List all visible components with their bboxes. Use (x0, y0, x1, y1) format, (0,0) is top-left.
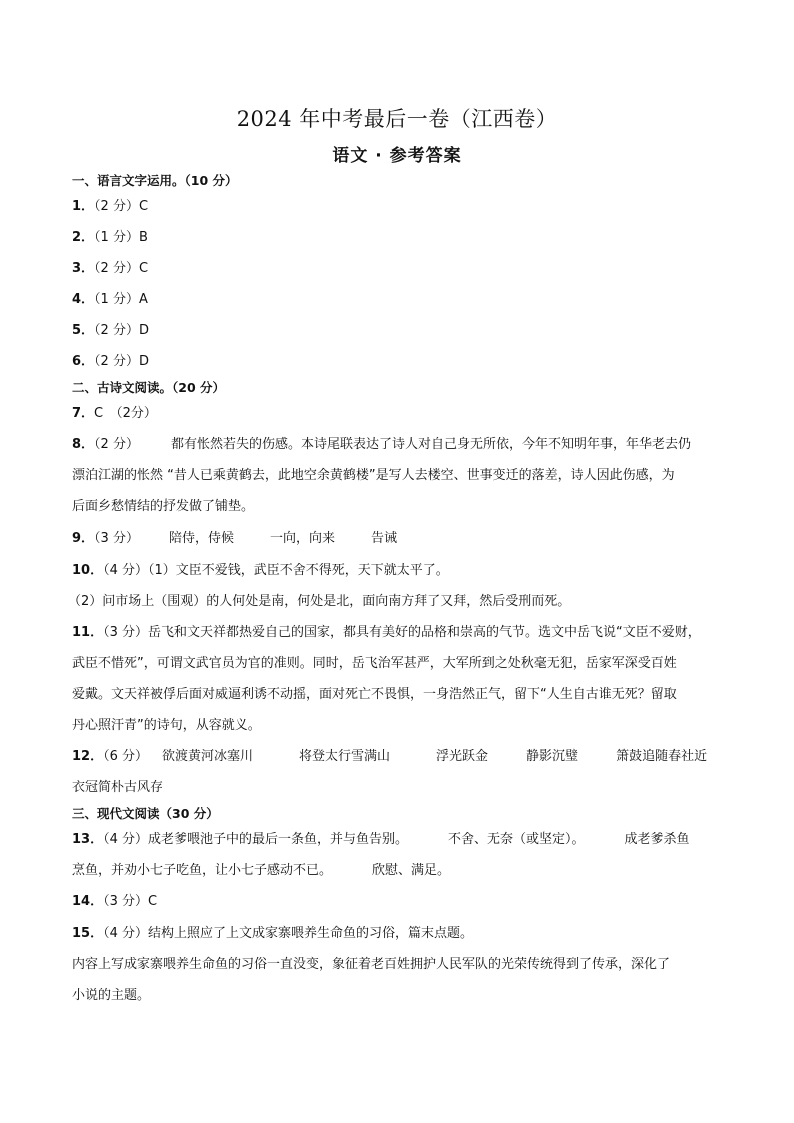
answer-10-line-2: （2）问市场上（围观）的人何处是南，何处是北，面向南方拜了又拜，然后受刑而死。 (68, 594, 571, 609)
answer-15-line-1 (72, 925, 473, 943)
answer-text: 将登太行雪满山 (299, 749, 391, 764)
answer-8-line-1 (72, 436, 691, 454)
answer-1 (72, 198, 148, 216)
answer-text: 浮光跃金 (436, 749, 489, 764)
answer-text: C （2分） (94, 406, 157, 421)
answer-8-line-3: 后面乡愁情结的抒发做了铺垫。 (72, 499, 255, 514)
answer-text: （2 分）C (94, 199, 149, 214)
answer-text: 陪侍，侍候 (168, 531, 234, 546)
question-number: 10． (72, 563, 104, 578)
section-heading-3: 三、现代文阅读（30 分） (72, 806, 219, 821)
score: （2 分） (94, 437, 139, 452)
question-number: 9． (72, 531, 95, 546)
answer-12-line-1 (72, 748, 707, 766)
answer-text: （4 分）成老爹喂池子中的最后一条鱼，并与鱼告别。 (103, 832, 408, 847)
question-number: 7． (72, 406, 95, 421)
answer-9 (72, 530, 397, 548)
answer-11-line-2: 武臣不惜死”，可谓文武官员为官的准则。同时，岳飞治军甚严，大军所到之处秋毫无犯，岳家军深受百姓 (72, 656, 677, 671)
answer-text: 不舍、无奈（或坚定）。 (448, 832, 585, 847)
answer-13-line-1 (72, 831, 690, 849)
question-number: 5． (72, 323, 95, 338)
answer-14 (72, 893, 157, 911)
answer-8-line-2: 漂泊江湖的怅然 “昔人已乘黄鹤去，此地空余黄鹤楼”是写人去楼空、世事变迁的落差，诗人因此伤感，为 (72, 468, 675, 483)
answer-15-line-3: 小说的主题。 (72, 988, 151, 1003)
question-number: 3． (72, 261, 95, 276)
answer-text: （4 分）（1）文臣不爱钱，武臣不舍不得死，天下就太平了。 (103, 563, 449, 578)
question-number: 11． (72, 625, 104, 640)
answer-7 (72, 405, 157, 423)
question-number: 15． (72, 926, 104, 941)
score: （6 分） (103, 749, 148, 764)
answer-10-line-1 (72, 562, 449, 580)
answer-2 (72, 229, 148, 247)
answer-text: （3 分）C (103, 894, 158, 909)
question-number: 14． (72, 894, 104, 909)
score: （3 分） (94, 531, 139, 546)
answer-text: 成老爹杀鱼 (624, 832, 690, 847)
answer-text: 欲渡黄河冰塞川 (162, 749, 254, 764)
page-title: 2024 年中考最后一卷（江西卷） (236, 107, 558, 131)
answer-text: （1 分）A (94, 292, 148, 307)
answer-text: （3 分）岳飞和文天祥都热爱自己的国家，都具有美好的品格和崇高的气节。选文中岳飞说“文臣不爱财， (103, 625, 701, 640)
question-number: 1． (72, 199, 95, 214)
answer-text: 告诫 (370, 531, 397, 546)
answer-text: 烹鱼，并劝小七子吃鱼，让小七子感动不已。 (72, 863, 333, 878)
answer-6 (72, 353, 149, 371)
answer-11-line-4: 丹心照汗青”的诗句，从容就义。 (72, 718, 261, 733)
answer-13-line-2 (72, 862, 450, 880)
answer-text: 都有怅然若失的伤感。本诗尾联表达了诗人对自己身无所依，今年不知明年事，年华老去仍 (170, 437, 691, 452)
answer-4 (72, 291, 148, 309)
answer-12-line-2: 衣冠简朴古风存 (72, 780, 164, 795)
question-number: 13． (72, 832, 104, 847)
section-heading-1: 一、语言文字运用。（10 分） (72, 173, 238, 188)
question-number: 4． (72, 292, 95, 307)
section-heading-2: 二、古诗文阅读。（20 分） (72, 380, 225, 395)
question-number: 8． (72, 437, 95, 452)
answer-text: （4 分）结构上照应了上文成家寨喂养生命鱼的习俗，篇末点题。 (103, 926, 473, 941)
answer-15-line-2: 内容上写成家寨喂养生命鱼的习俗一直没变，象征着老百姓拥护人民军队的光荣传统得到了传承，深化了 (72, 957, 671, 972)
question-number: 12． (72, 749, 104, 764)
question-number: 2． (72, 230, 95, 245)
answer-text: （1 分）B (94, 230, 148, 245)
answer-5 (72, 322, 149, 340)
page-subtitle: 语文 · 参考答案 (332, 146, 462, 166)
answer-text: （2 分）C (94, 261, 149, 276)
answer-text: 欣慰、满足。 (372, 863, 451, 878)
question-number: 6． (72, 354, 95, 369)
answer-text: （2 分）D (94, 354, 149, 369)
answer-text: 一向，向来 (269, 531, 335, 546)
answer-3 (72, 260, 148, 278)
answer-11-line-3: 爱戴。文天祥被俘后面对威逼利诱不动摇，面对死亡不畏惧，一身浩然正气，留下“人生自古谁无死？留取 (72, 687, 677, 702)
answer-text: （2 分）D (94, 323, 149, 338)
answer-text: 静影沉璧 (526, 749, 579, 764)
answer-11-line-1 (72, 624, 701, 642)
answer-text: 箫鼓追随春社近 (616, 749, 708, 764)
